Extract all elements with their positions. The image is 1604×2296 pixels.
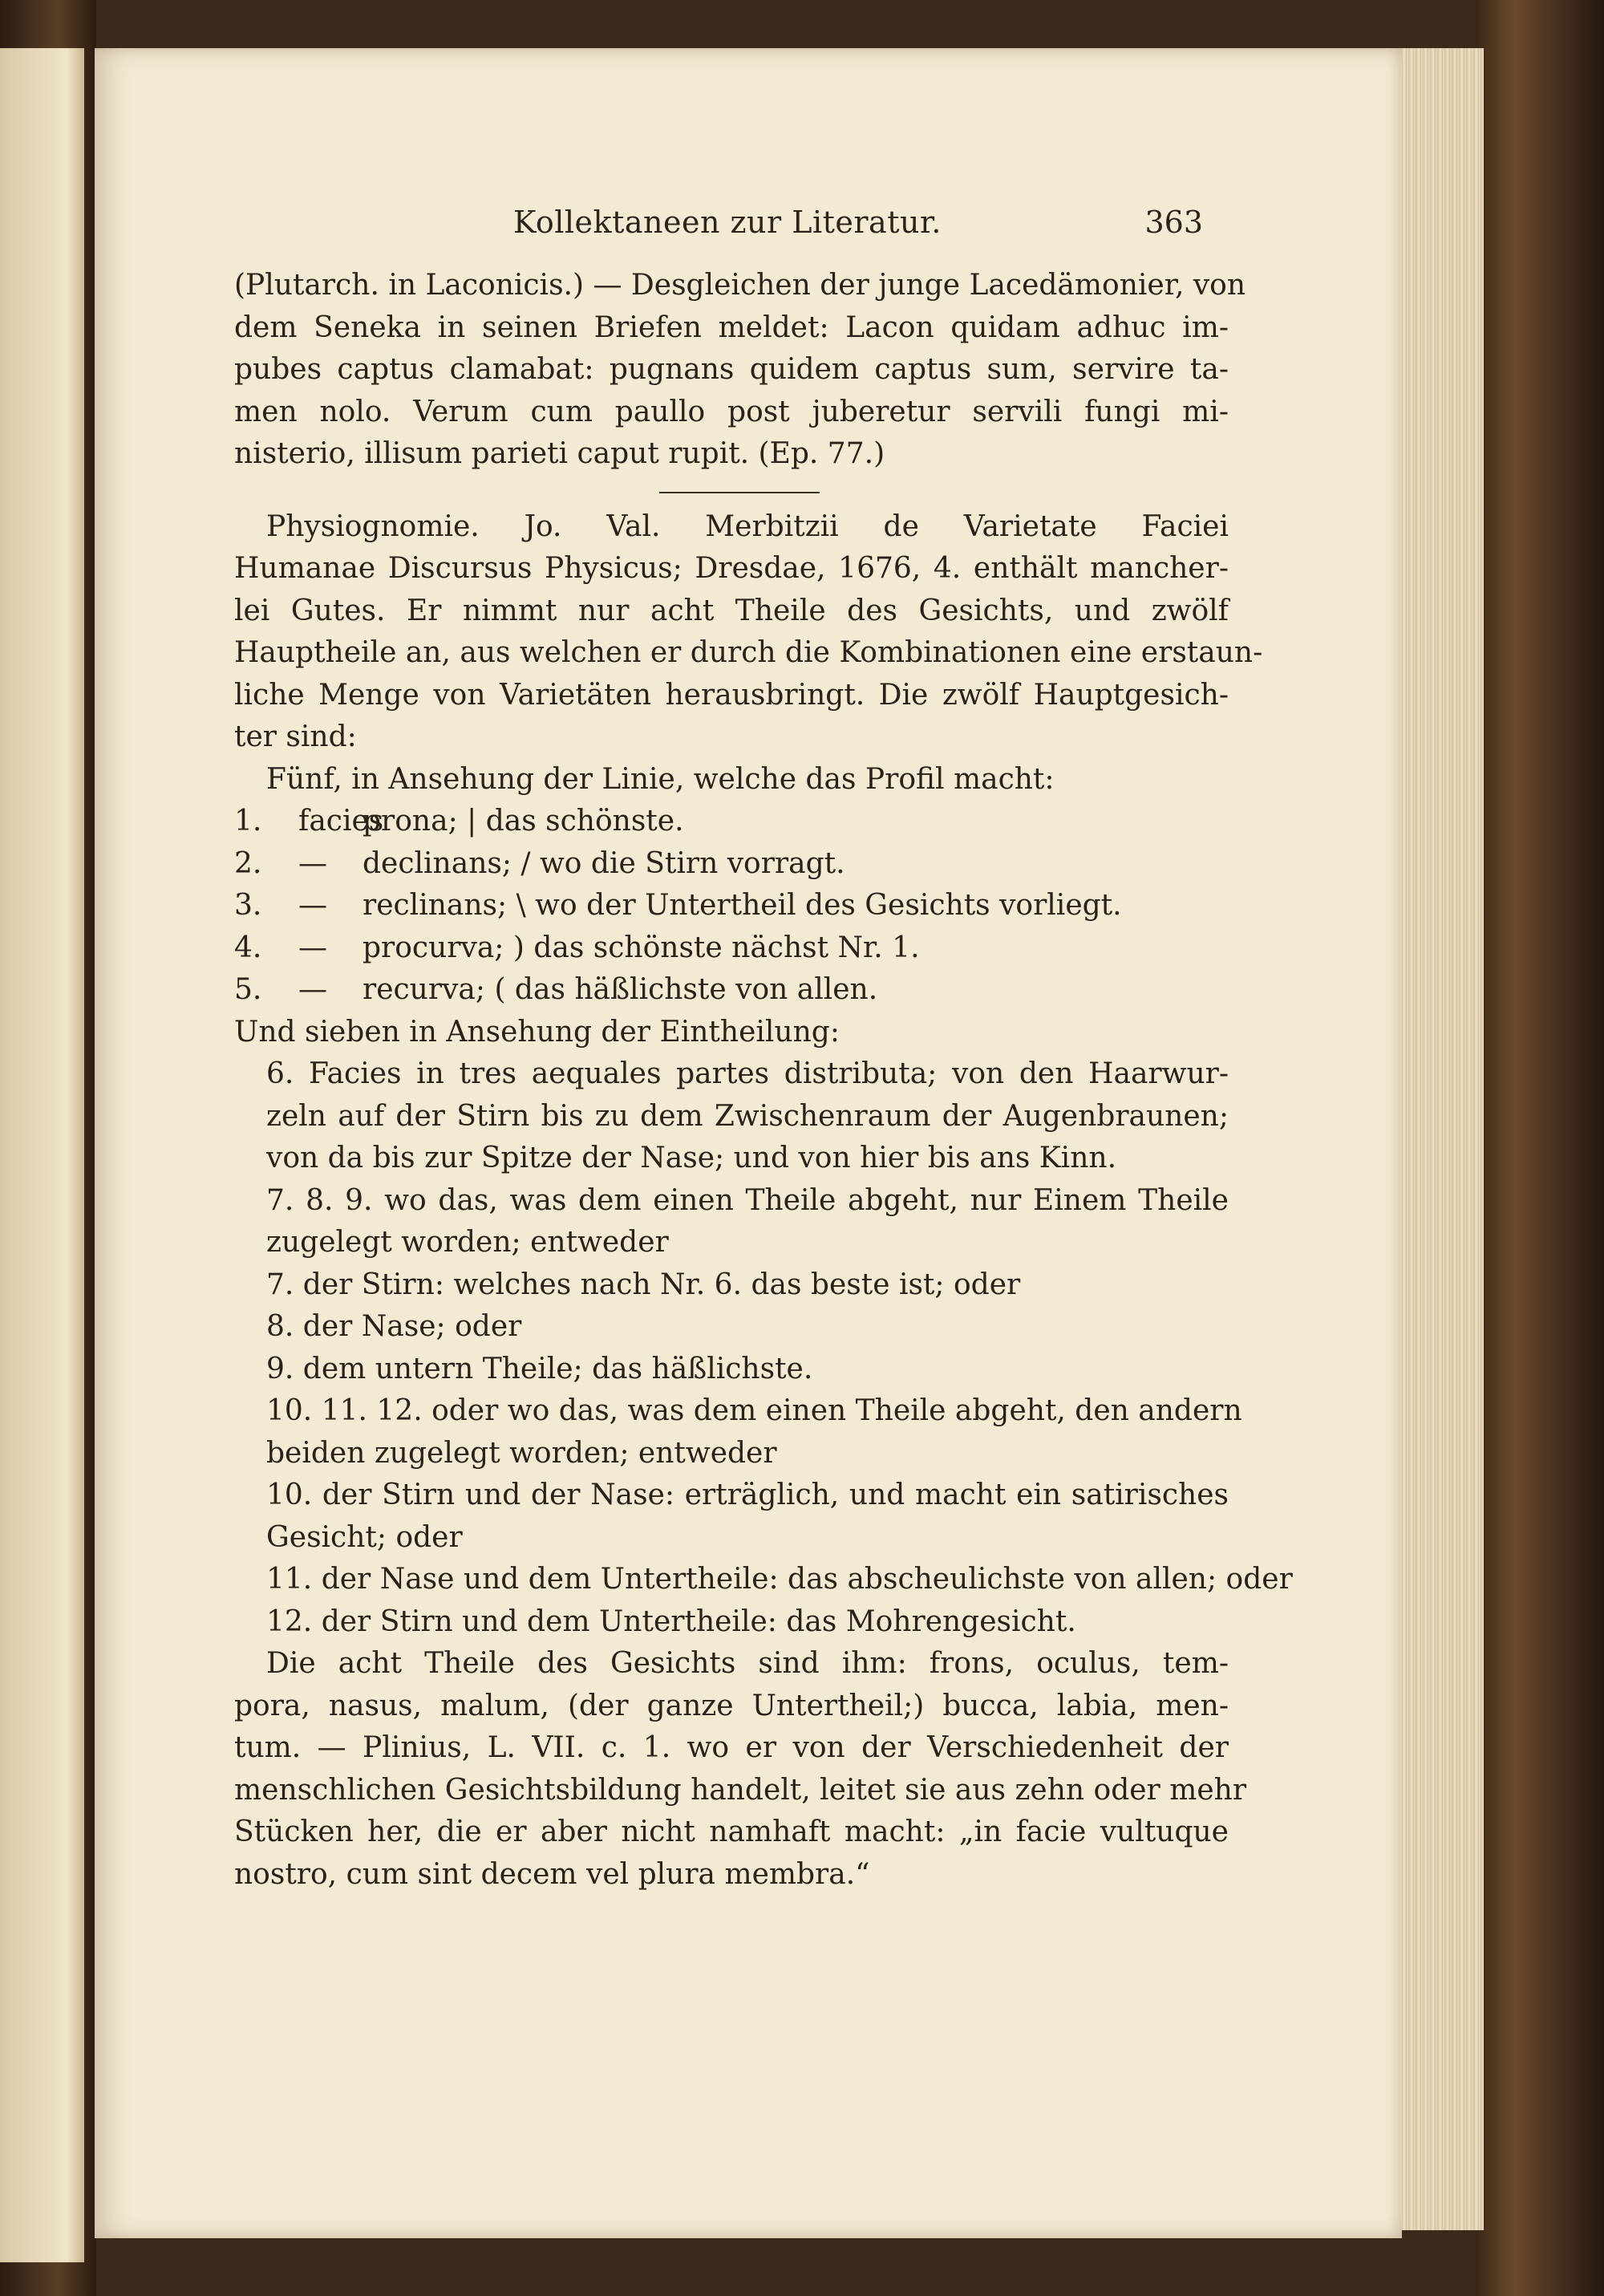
text-line: von da bis zur Spitze der Nase; und von hier bis ans Kinn. xyxy=(266,1142,1117,1174)
text-line: (Plutarch. in Laconicis.) — Desgleichen der junge Lacedämonier, von xyxy=(234,269,1246,302)
paragraph-seneca xyxy=(234,265,1246,476)
paragraph-closing xyxy=(234,1643,1247,1896)
text-line: dem Seneka in seinen Briefen meldet: Lacon quidam adhuc im- xyxy=(234,310,1229,344)
list-text: declinans; / wo die Stirn vorragt. xyxy=(363,846,845,880)
text-line: nostro, cum sint decem vel plura membra.“ xyxy=(234,1857,870,1891)
page-block-edges xyxy=(1399,48,1484,2230)
text-line: 6. Facies in tres aequales partes distributa; von den Haarwur- xyxy=(266,1057,1229,1090)
list-item xyxy=(234,969,1229,1012)
text-line: 10. 11. 12. oder wo das, was dem einen Theile abgeht, den andern xyxy=(266,1394,1242,1427)
text-line: Stücken her, die er aber nicht namhaft macht: „in facie vultuque xyxy=(234,1815,1229,1848)
previous-page-edge xyxy=(0,48,84,2262)
text-line: 11. der Nase und dem Untertheile: das abscheulichste von allen; oder xyxy=(266,1563,1293,1596)
text-line: 9. dem untern Theile; das häßlichste. xyxy=(266,1352,813,1385)
text-line: liche Menge von Varietäten herausbringt. Die zwölf Hauptgesich- xyxy=(234,678,1229,712)
list-number: 2. xyxy=(234,846,262,880)
text-line: pubes captus clamabat: pugnans quidem captus sum, servire ta- xyxy=(234,353,1229,386)
seven-intro: Und sieben in Ansehung der Eintheilung: xyxy=(234,1015,840,1049)
text-line: beiden zugelegt worden; entweder xyxy=(266,1436,777,1470)
text-line: 7. der Stirn: welches nach Nr. 6. das beste ist; oder xyxy=(266,1268,1021,1301)
text-line: zugelegt worden; entweder xyxy=(266,1226,669,1259)
text-line: 7. 8. 9. wo das, was dem einen Theile abgeht, nur Einem Theile xyxy=(266,1183,1229,1217)
text-line: lei Gutes. Er nimmt nur acht Theile des Gesichts, und zwölf xyxy=(234,594,1229,627)
page-body xyxy=(234,265,1293,1896)
list-item xyxy=(234,885,1229,927)
text-line: nisterio, illisum parieti caput rupit. (Ep. 77.) xyxy=(234,437,885,470)
text-line: 10. der Stirn und der Nase: erträglich, und macht ein satirisches xyxy=(266,1479,1229,1511)
section-divider xyxy=(234,476,1229,506)
five-intro: Fünf, in Ansehung der Linie, welche das Profil macht: xyxy=(266,762,1055,796)
list-dash: — xyxy=(298,846,327,880)
seven-list xyxy=(234,1053,1293,1643)
list-dash: — xyxy=(298,973,327,1006)
text-line: Physiognomie. Jo. Val. Merbitzii de Varietate Faciei xyxy=(266,509,1229,543)
list-number: 5. xyxy=(234,973,262,1006)
text-line: 12. der Stirn und dem Untertheile: das Mohrengesicht. xyxy=(266,1604,1076,1638)
list-dash: — xyxy=(298,889,327,922)
text-line: 8. der Nase; oder xyxy=(266,1310,522,1343)
text-line: menschlichen Gesichtsbildung handelt, leitet sie aus zehn oder mehr xyxy=(234,1773,1247,1807)
text-line: Hauptheile an, aus welchen er durch die Kombinationen eine erstaun- xyxy=(234,636,1263,669)
text-line: zeln auf der Stirn bis zu dem Zwischenraum der Augenbraunen; xyxy=(266,1099,1229,1133)
list-dash: — xyxy=(298,931,327,964)
text-line: pora, nasus, malum, (der ganze Untertheil;) bucca, labia, men- xyxy=(234,1689,1229,1722)
text-line: Die acht Theile des Gesichts sind ihm: frons, oculus, tem- xyxy=(266,1647,1229,1680)
list-text: recurva; ( das häßlichste von allen. xyxy=(363,973,878,1006)
list-number: 4. xyxy=(234,931,262,964)
book-cover-right xyxy=(1476,0,1604,2296)
paragraph-physiognomie xyxy=(234,506,1263,759)
text-line: men nolo. Verum cum paullo post juberetur servili fungi mi- xyxy=(234,395,1229,428)
text-line: tum. — Plinius, L. VII. c. 1. wo er von der Verschiedenheit der xyxy=(234,1731,1229,1764)
list-item xyxy=(234,927,1229,970)
list-text: procurva; ) das schönste nächst Nr. 1. xyxy=(363,931,920,964)
list-text: prona; | das schönste. xyxy=(363,805,684,838)
text-line: Gesicht; oder xyxy=(266,1520,463,1554)
text-line: Humanae Discursus Physicus; Dresdae, 1676, 4. enthält mancher- xyxy=(234,552,1229,585)
list-number: 3. xyxy=(234,889,262,922)
list-item xyxy=(234,843,1229,886)
text-line: ter sind: xyxy=(234,720,357,753)
running-title: Kollektaneen zur Literatur. xyxy=(513,205,942,240)
list-item xyxy=(234,801,1229,843)
page-number: 363 xyxy=(1144,205,1203,240)
list-text: reclinans; \ wo der Untertheil des Gesichts vorliegt. xyxy=(363,889,1122,922)
list-dash: facies xyxy=(298,805,384,838)
list-number: 1. xyxy=(234,805,262,838)
five-list xyxy=(234,801,1229,1012)
